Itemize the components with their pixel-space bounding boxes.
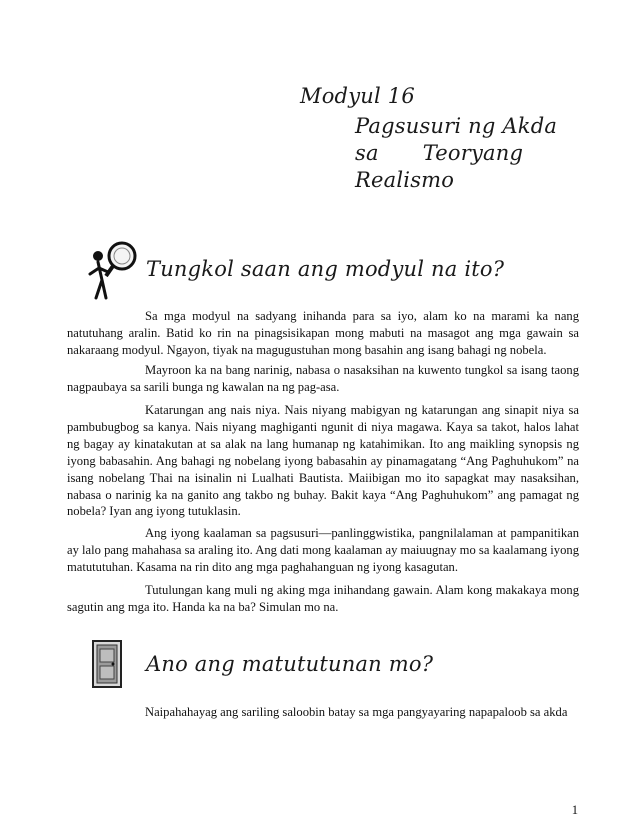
module-subtitle — [355, 113, 557, 194]
module-title: Modyul 16 — [300, 84, 415, 108]
section-heading-about: Tungkol saan ang modyul na ito? — [146, 257, 505, 281]
subtitle-line-1: Pagsusuri ng Akda — [355, 114, 558, 138]
subtitle-line-2 — [355, 140, 557, 167]
paragraph-2: Mayroon ka na bang narinig, nabasa o nasaksihan na kuwento tungkol sa isang taong nagpaubaya sa sarili bunga ng kawalan na ng pag-asa. — [67, 363, 579, 394]
door-icon — [92, 640, 122, 688]
learning-objective: Naipahahayag ang sariling saloobin batay sa mga pangyayaring napapaloob sa akda — [145, 705, 568, 719]
paragraph-1: Sa mga modyul na sadyang inihanda para sa iyo, alam ko na marami ka nang natutuhang aralin. Batid ko rin na pinagsisikapan mong mabuti na masagot ang mga gawain sa nakaraang modyul. Ngayon, tiyak na magugustuhan mong basahin ang isang bahagi ng nobela. — [67, 309, 579, 357]
page-number: 1 — [571, 803, 578, 817]
magnifying-glass-figure-icon — [84, 240, 144, 302]
section-heading-learning: Ano ang matututunan mo? — [146, 652, 434, 676]
paragraph-4: Ang iyong kaalaman sa pagsusuri—panlinggwistika, pangnilalaman at pampanitikan ay lalo pang mahahasa sa araling ito. Ang dati mong kaalaman ay maiuugnay mo sa kaalamang iyong matututuhan. Kasama na rin dito ang mga paghahanguan ng iyong kasagutan. — [67, 526, 579, 574]
subtitle-word-teoryang: Teoryang — [422, 141, 524, 165]
subtitle-line-3: Realismo — [355, 168, 455, 192]
subtitle-word-sa: sa — [355, 141, 379, 165]
paragraph-3: Katarungan ang nais niya. Nais niyang mabigyan ng katarungan ang sinapit niya sa pambubugbog sa kanya. Nais niyang maghiganti ngunit di niya magawa. Kaya sa takot, halos lahat ng bagay ay kinatakutan at sa alak na lang humanap ng katahimikan. Ito ang maikling synopsis ng iyong babasahin. Ang bahagi ng nobelang iyong babasahin ay pinamagatang “Ang Paghuhukom” na isang nobelang Thai na isinalin ni Lualhati Bautista. Maiibigan mo ito sapagkat may nasaksihan, nabasa o narinig ka na ganito ang takbo ng buhay. Bakit kaya “Ang Paghuhukom” ang pamagat ng nobela? Iyan ang iyong tutuklasin. — [67, 403, 579, 519]
paragraph-5: Tutulungan kang muli ng aking mga inihandang gawain. Alam kong makakaya mong sagutin ang mga ito. Handa ka na ba? Simulan mo na. — [67, 583, 579, 614]
